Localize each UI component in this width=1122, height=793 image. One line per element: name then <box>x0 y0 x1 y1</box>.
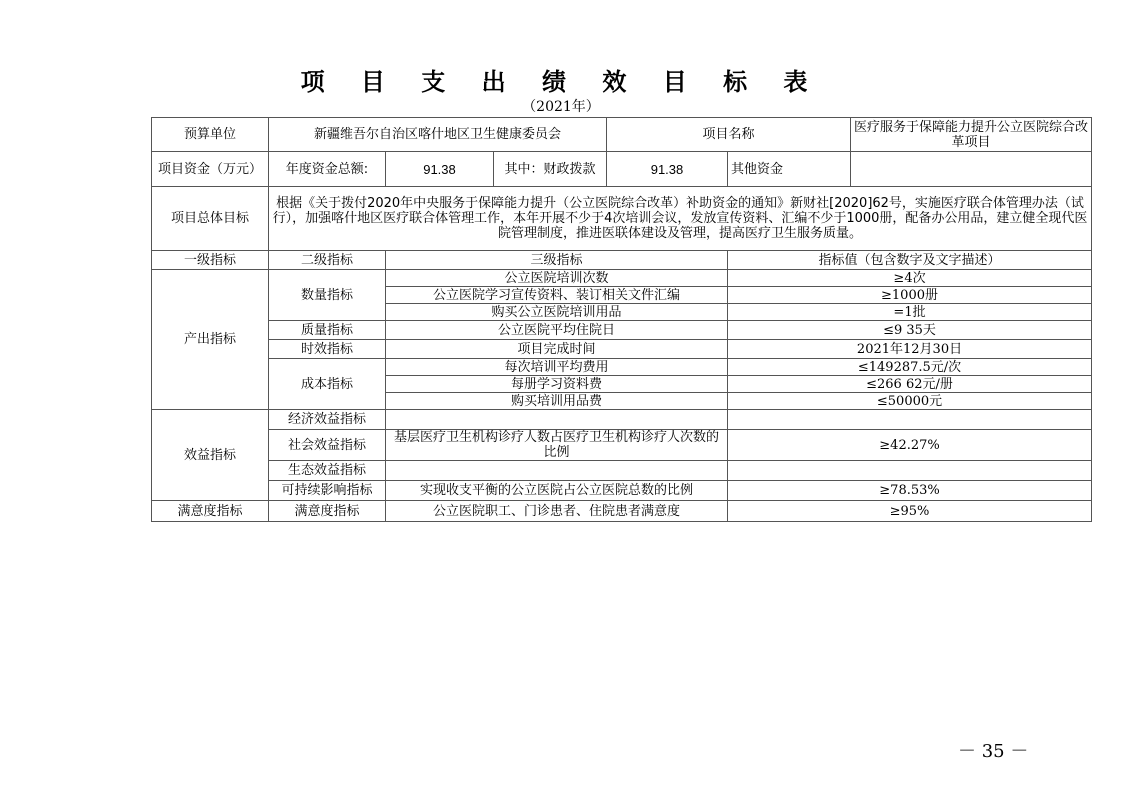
column-header-row <box>152 251 1092 270</box>
cost-indicator-label: 成本指标 <box>269 359 386 410</box>
fiscal-funds-label: 其中：财政拨款 <box>494 152 607 187</box>
indicator-value: ≥78.53% <box>728 481 1092 501</box>
indicator-value: ≤149287.5元/次 <box>728 359 1092 376</box>
col-level3-header: 三级指标 <box>386 251 728 270</box>
project-name-label: 项目名称 <box>607 118 851 152</box>
indicator-value <box>728 461 1092 481</box>
table-row <box>152 359 1092 376</box>
indicator-name: 公立医院培训次数 <box>386 270 728 287</box>
indicator-value: ≤9 35天 <box>728 321 1092 340</box>
budget-unit-value: 新疆维吾尔自治区喀什地区卫生健康委员会 <box>269 118 607 152</box>
page-subtitle-year: （2021年） <box>522 99 600 115</box>
indicator-value: ≥95% <box>728 501 1092 522</box>
output-indicator-label: 产出指标 <box>152 270 269 410</box>
economic-benefit-label: 经济效益指标 <box>269 410 386 430</box>
budget-unit-label: 预算单位 <box>152 118 269 152</box>
indicator-value: ≤266 62元/册 <box>728 376 1092 393</box>
quality-indicator-label: 质量指标 <box>269 321 386 340</box>
indicator-name: 基层医疗卫生机构诊疗人数占医疗卫生机构诊疗人次数的比例 <box>386 430 728 461</box>
page-number: － 35 － <box>958 741 1029 762</box>
quantity-indicator-label: 数量指标 <box>269 270 386 321</box>
social-benefit-label: 社会效益指标 <box>269 430 386 461</box>
indicator-name: 实现收支平衡的公立医院占公立医院总数的比例 <box>386 481 728 501</box>
indicator-name <box>386 461 728 481</box>
timeliness-indicator-label: 时效指标 <box>269 340 386 359</box>
indicator-name <box>386 410 728 430</box>
project-name-value: 医疗服务于保障能力提升公立医院综合改革项目 <box>851 118 1092 152</box>
indicator-value: ≥4次 <box>728 270 1092 287</box>
table-row <box>152 461 1092 481</box>
indicator-name: 每次培训平均费用 <box>386 359 728 376</box>
indicator-name: 购买培训用品费 <box>386 393 728 410</box>
indicator-name: 每册学习资料费 <box>386 376 728 393</box>
indicator-value: =1批 <box>728 304 1092 321</box>
indicator-name: 购买公立医院培训用品 <box>386 304 728 321</box>
performance-target-table <box>151 117 1092 522</box>
other-funds-value <box>851 152 1092 187</box>
overall-goal-row <box>152 187 1092 251</box>
col-level1-header: 一级指标 <box>152 251 269 270</box>
overall-goal-label: 项目总体目标 <box>152 187 269 251</box>
indicator-name: 公立医院职工、门诊患者、住院患者满意度 <box>386 501 728 522</box>
other-funds-label: 其他资金 <box>728 152 851 187</box>
satisfaction-indicator-label: 满意度指标 <box>152 501 269 522</box>
header-row <box>152 118 1092 152</box>
indicator-value: 2021年12月30日 <box>728 340 1092 359</box>
table-row <box>152 501 1092 522</box>
indicator-value <box>728 410 1092 430</box>
col-value-header: 指标值（包含数字及文字描述） <box>728 251 1092 270</box>
funds-label: 项目资金（万元） <box>152 152 269 187</box>
overall-goal-text: 根据《关于拨付2020年中央服务于保障能力提升（公立医院综合改革）补助资金的通知》新财社[2020]62号，实施医疗联合体管理办法（试行），加强喀什地区医疗联合体管理工作，本年开展不少于4次培训会议，发放宣传资料、汇编不少于1000册，配备办公用品，建立健全现代医院管理制度，推进医联体建设及管理，提高医疗卫生服务质量。 <box>269 187 1092 251</box>
table-row <box>152 410 1092 430</box>
page-title: 项 目 支 出 绩 效 目 标 表 <box>300 67 822 96</box>
satisfaction-sub-label: 满意度指标 <box>269 501 386 522</box>
col-level2-header: 二级指标 <box>269 251 386 270</box>
table-row <box>152 340 1092 359</box>
benefit-indicator-label: 效益指标 <box>152 410 269 501</box>
table-row <box>152 481 1092 501</box>
table-row <box>152 321 1092 340</box>
table-row <box>152 430 1092 461</box>
ecological-benefit-label: 生态效益指标 <box>269 461 386 481</box>
indicator-name: 公立医院平均住院日 <box>386 321 728 340</box>
fiscal-funds-value: 91.38 <box>607 152 728 187</box>
table-row <box>152 270 1092 287</box>
indicator-value: ≤50000元 <box>728 393 1092 410</box>
funds-row <box>152 152 1092 187</box>
indicator-value: ≥42.27% <box>728 430 1092 461</box>
indicator-name: 公立医院学习宣传资料、装订相关文件汇编 <box>386 287 728 304</box>
annual-total-value: 91.38 <box>386 152 494 187</box>
sustainable-impact-label: 可持续影响指标 <box>269 481 386 501</box>
indicator-name: 项目完成时间 <box>386 340 728 359</box>
indicator-value: ≥1000册 <box>728 287 1092 304</box>
annual-total-label: 年度资金总额: <box>269 152 386 187</box>
